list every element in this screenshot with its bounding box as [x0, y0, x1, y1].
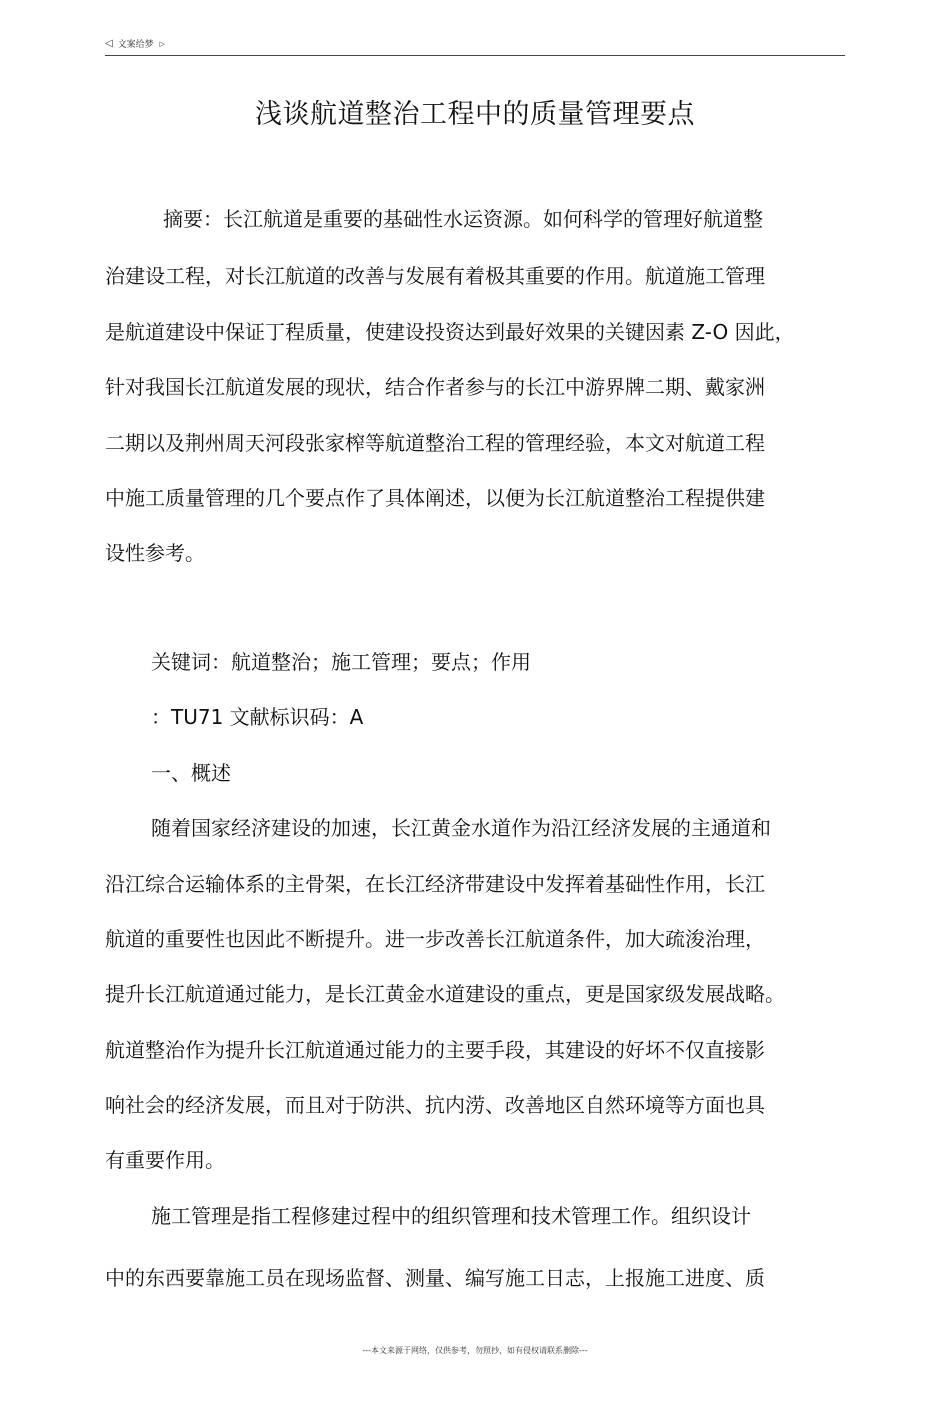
abstract-line: 是航道建设中保证丁程质量，使建设投资达到最好效果的关键因素 Z-O 因此， [105, 320, 795, 344]
section-heading: 一、概述 [151, 761, 231, 785]
classification-code: ：TU71 文献标识码：A [151, 705, 364, 729]
paragraph-line: 有重要作用。 [105, 1148, 225, 1172]
abstract-line: 设性参考。 [105, 541, 205, 565]
header-label: 文案给梦 [117, 40, 154, 50]
abstract-line: 治建设工程，对长江航道的改善与发展有着极其重要的作用。航道施工管理 [105, 264, 765, 288]
abstract-line: 摘要：长江航道是重要的基础性水运资源。如何科学的管理好航道整 [163, 207, 763, 231]
paragraph-line: 沿江综合运输体系的主骨架，在长江经济带建设中发挥着基础性作用，长江 [105, 872, 765, 896]
left-triangle-icon: ◁ [105, 38, 113, 49]
paragraph-line: 随着国家经济建设的加速，长江黄金水道作为沿江经济发展的主通道和 [151, 816, 771, 840]
paragraph-line: 响社会的经济发展，而且对于防洪、抗内涝、改善地区自然环境等方面也具 [105, 1093, 765, 1117]
right-triangle-icon: ▷ [159, 39, 165, 48]
page-footer: ---本文来源于网络，仅供参考，勿照抄，如有侵权请联系删除--- [362, 1346, 588, 1355]
page-header [105, 37, 845, 56]
paragraph-line: 航道的重要性也因此不断提升。进一步改善长江航道条件，加大疏浚治理， [105, 927, 765, 951]
abstract-line: 二期以及荆州周天河段张家榨等航道整治工程的管理经验，本文对航道工程 [105, 431, 765, 455]
abstract-line: 中施工质量管理的几个要点作了具体阐述，以便为长江航道整治工程提供建 [105, 486, 765, 510]
paragraph-line: 航道整治作为提升长江航道通过能力的主要手段，其建设的好坏不仅直接影 [105, 1038, 765, 1062]
paragraph-line: 施工管理是指工程修建过程中的组织管理和技术管理工作。组织设计 [151, 1204, 751, 1228]
paragraph-line: 提升长江航道通过能力，是长江黄金水道建设的重点，更是国家级发展战略。 [105, 982, 785, 1006]
keywords: 关键词：航道整治；施工管理；要点；作用 [151, 650, 531, 674]
paragraph-line: 中的东西要靠施工员在现场监督、测量、编写施工日志，上报施工进度、质 [105, 1266, 765, 1290]
abstract-line: 针对我国长江航道发展的现状，结合作者参与的长江中游界牌二期、戴家洲 [105, 375, 765, 399]
document-title: 浅谈航道整治工程中的质量管理要点 [255, 99, 695, 130]
